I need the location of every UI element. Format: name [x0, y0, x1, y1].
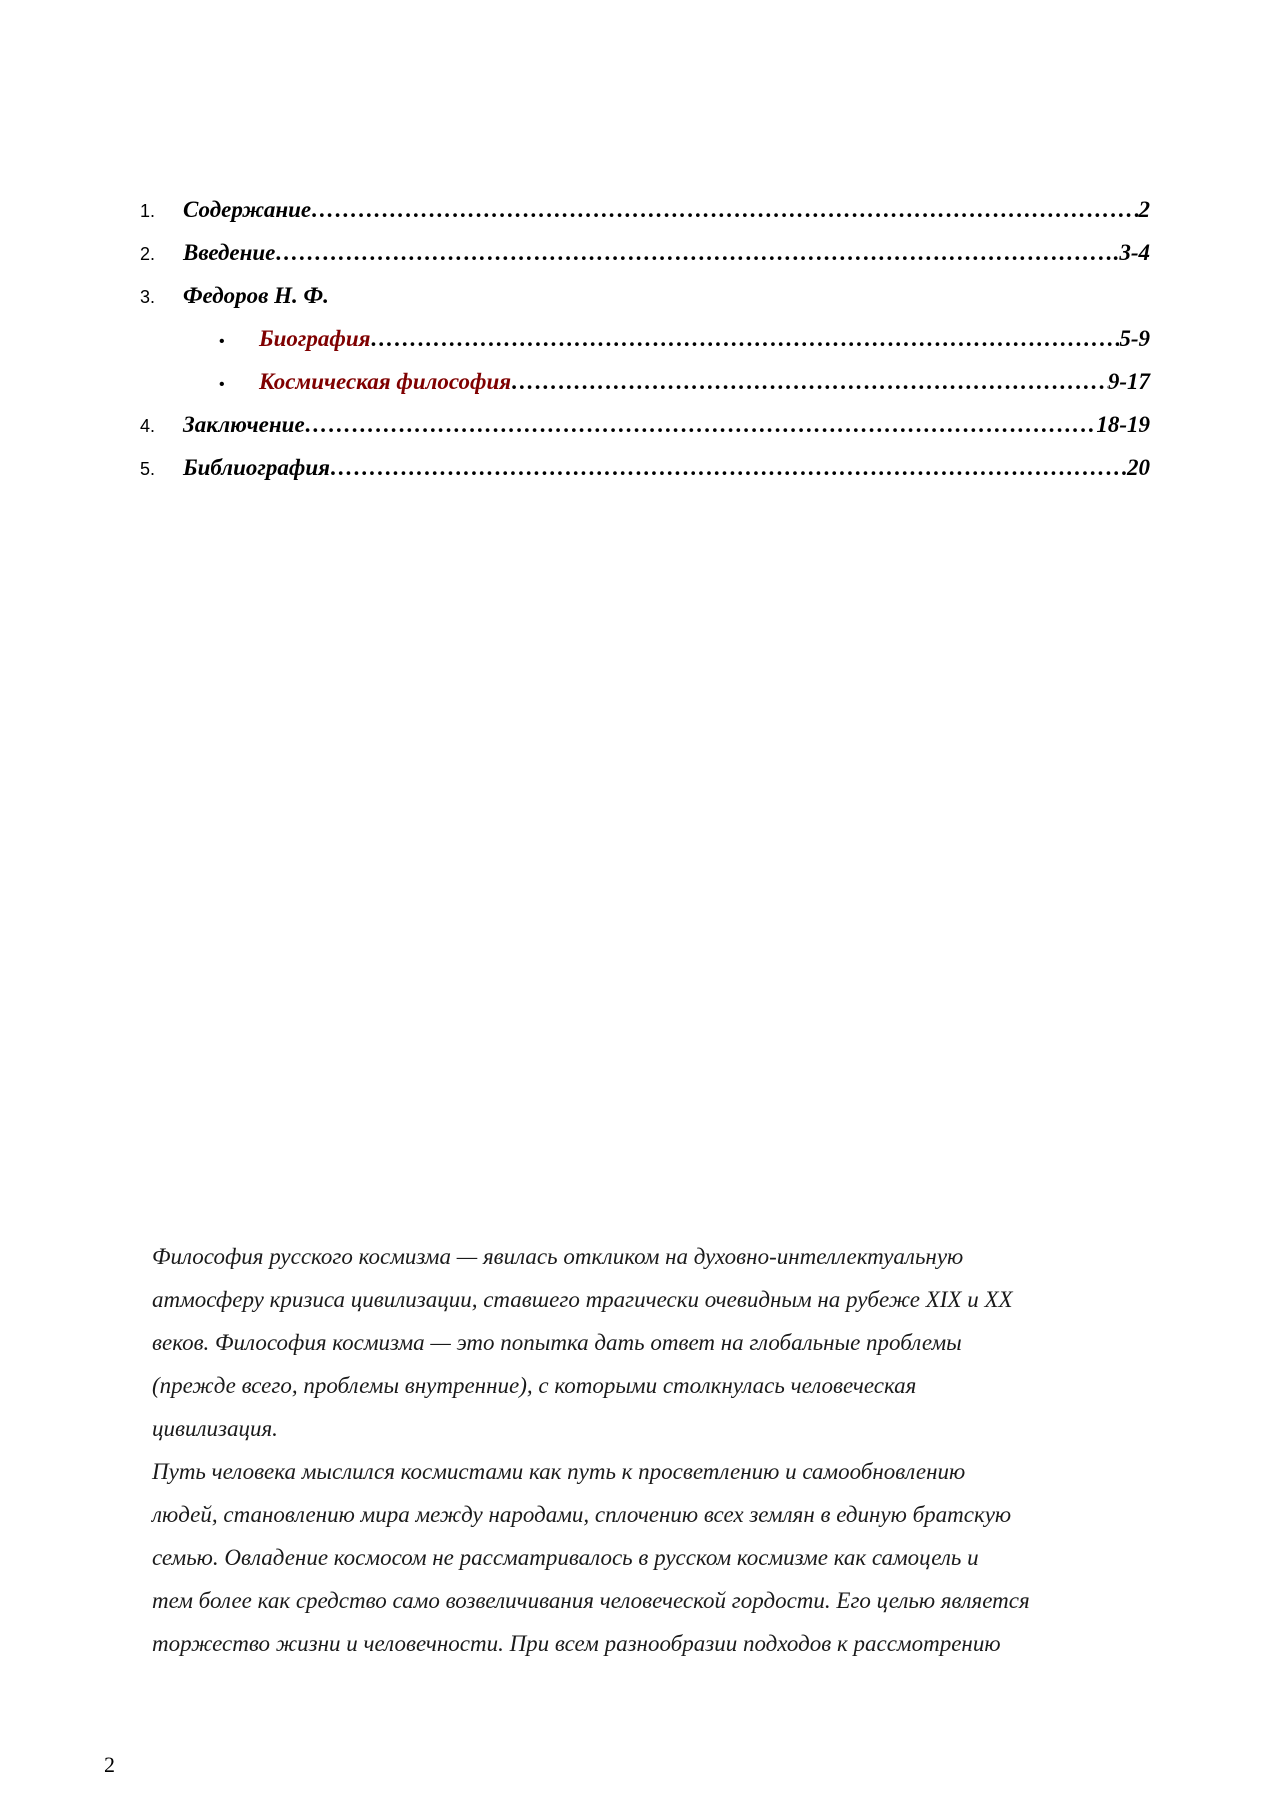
toc-number: 1.: [140, 201, 156, 221]
table-of-contents: [140, 188, 1150, 489]
toc-page: 5-9: [1119, 326, 1150, 351]
toc-leader-dots: [511, 360, 1108, 403]
toc-title: Биография: [259, 326, 371, 351]
page-number: 2: [104, 1752, 115, 1777]
bullet-icon: •: [219, 333, 225, 350]
body-text: [152, 1235, 1152, 1665]
toc-item-introduction[interactable]: [140, 231, 1150, 274]
toc-number: 4.: [140, 416, 156, 436]
toc-title: Космическая философия: [259, 369, 512, 394]
text-line: Путь человека мыслился космистами как путь к просветлению и самообновлению: [152, 1459, 966, 1484]
toc-page: 18-19: [1096, 412, 1150, 437]
text-line: людей, становлению мира между народами, сплочению всех землян в единую братскую: [152, 1502, 1012, 1527]
toc-item-contents[interactable]: [140, 188, 1150, 231]
text-line: Философия русского космизма — явилась откликом на духовно-интеллектуальную: [152, 1244, 964, 1269]
toc-item-conclusion[interactable]: [140, 403, 1150, 446]
toc-item-cosmic-philosophy[interactable]: [140, 360, 1150, 403]
toc-leader-dots: [275, 231, 1113, 274]
text-line: тем более как средство само возвеличивания человеческой гордости. Его целью является: [152, 1588, 1030, 1613]
toc-page: 2: [1138, 197, 1150, 222]
paragraph: [152, 1450, 1152, 1665]
toc-item-fedorov[interactable]: [140, 274, 1150, 317]
text-line: (прежде всего, проблемы внутренние), с которыми столкнулась человеческая: [152, 1373, 917, 1398]
text-line: семью. Овладение космосом не рассматривалось в русском космизме как самоцель и: [152, 1545, 979, 1570]
toc-number: 3.: [140, 287, 156, 307]
toc-number: 2.: [140, 244, 156, 264]
text-line: цивилизация.: [152, 1416, 278, 1441]
toc-title: Заключение: [183, 412, 305, 437]
toc-item-biography[interactable]: [140, 317, 1150, 360]
toc-title: Библиография: [183, 455, 330, 480]
toc-leader-dots: [371, 317, 1120, 360]
toc-leader-dots: [330, 446, 1127, 489]
text-line: атмосферу кризиса цивилизации, ставшего трагически очевидным на рубеже XIX и XX: [152, 1287, 1013, 1312]
paragraph: [152, 1235, 1152, 1450]
toc-title: Введение: [183, 240, 276, 265]
toc-title: Содержание: [183, 197, 312, 222]
toc-number: 5.: [140, 459, 156, 479]
toc-leader-dots: [311, 188, 1138, 231]
toc-page: 20: [1127, 455, 1150, 480]
toc-page: .3-4: [1113, 240, 1150, 265]
toc-item-bibliography[interactable]: [140, 446, 1150, 489]
toc-title: Федоров Н. Ф.: [183, 283, 329, 308]
toc-page: 9-17: [1107, 369, 1150, 394]
toc-leader-dots: [305, 403, 1097, 446]
text-line: торжество жизни и человечности. При всем разнообразии подходов к рассмотрению: [152, 1631, 1001, 1656]
bullet-icon: •: [219, 376, 225, 393]
text-line: веков. Философия космизма — это попытка дать ответ на глобальные проблемы: [152, 1330, 962, 1355]
